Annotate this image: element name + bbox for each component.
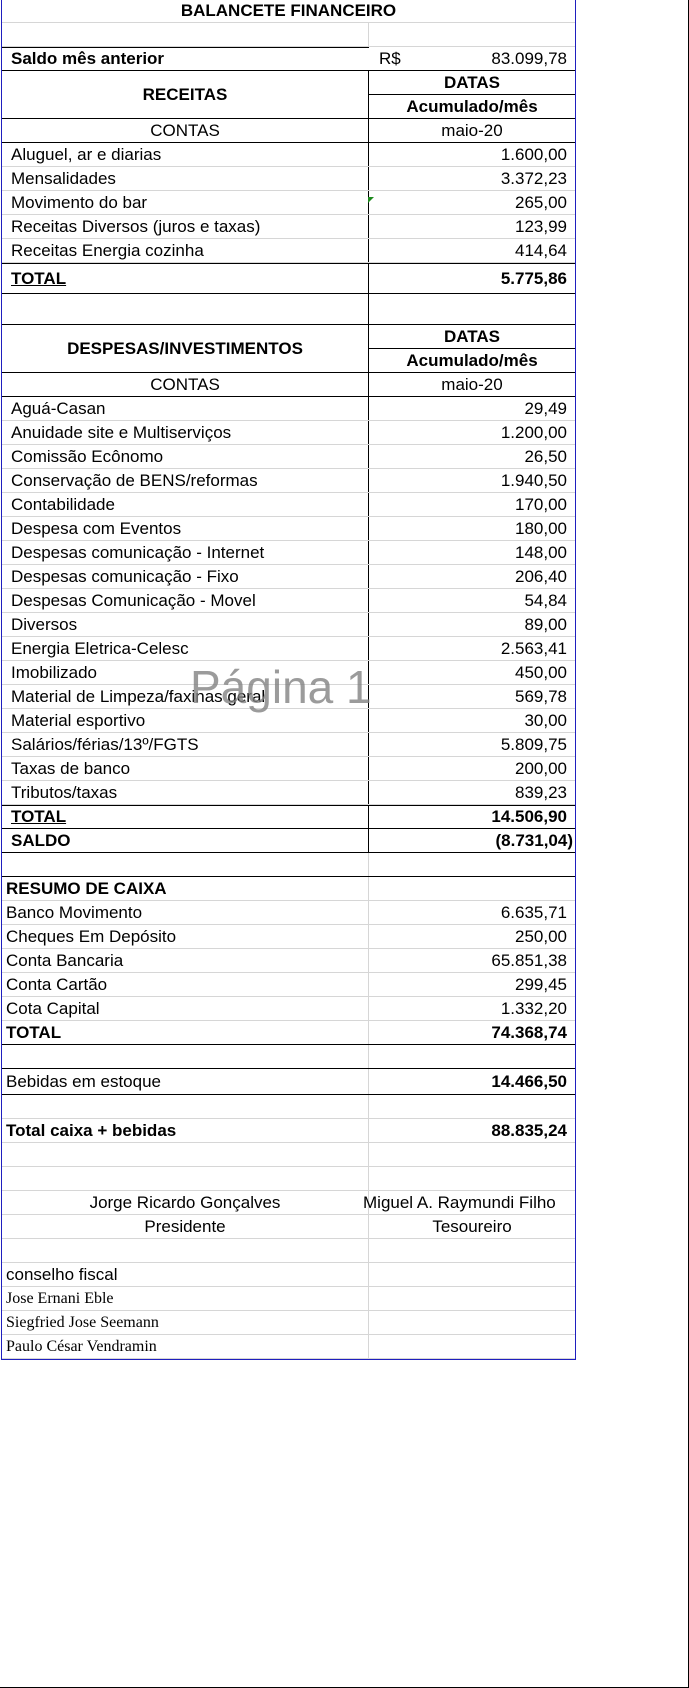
- presidente-name: Jorge Ricardo Gonçalves: [2, 1191, 369, 1214]
- row-label: Anuidade site e Multiserviços: [2, 421, 369, 444]
- row-label: Despesas comunicação - Fixo: [2, 565, 369, 588]
- despesas-list: [2, 397, 575, 805]
- row-value: 3.372,23: [500, 168, 567, 188]
- row-label: Despesas comunicação - Internet: [2, 541, 369, 564]
- tesoureiro-name: Miguel A. Raymundi Filho: [363, 1192, 556, 1212]
- spacer-row: [2, 1045, 575, 1069]
- spacer-row: [2, 23, 575, 47]
- tesoureiro-title: Tesoureiro: [432, 1216, 512, 1236]
- conselho-member: Siegfried Jose Seemann: [2, 1311, 369, 1334]
- table-row: [2, 397, 575, 421]
- balancete-sheet: [1, 0, 576, 1360]
- row-label: Contabilidade: [2, 493, 369, 516]
- table-row: [2, 973, 575, 997]
- receitas-list: [2, 143, 575, 263]
- spacer-row: [2, 294, 575, 325]
- despesas-total-value: 14.506,90: [491, 807, 567, 826]
- signature-names-row: [2, 1191, 575, 1215]
- resumo-total-value: 74.368,74: [491, 1022, 567, 1042]
- row-value: 206,40: [515, 566, 567, 586]
- conselho-list: [2, 1287, 575, 1359]
- row-value: 200,00: [515, 758, 567, 778]
- table-row: [2, 757, 575, 781]
- row-value: 450,00: [515, 662, 567, 682]
- receitas-contas-row: [2, 119, 575, 143]
- table-row: [2, 445, 575, 469]
- row-value: 569,78: [515, 686, 567, 706]
- saldo-row: [2, 829, 575, 853]
- list-item: [2, 1335, 575, 1359]
- row-value: 170,00: [515, 494, 567, 514]
- resumo-heading: RESUMO DE CAIXA: [2, 877, 369, 900]
- total-caixa-value: 88.835,24: [491, 1120, 567, 1140]
- row-label: Aluguel, ar e diarias: [2, 143, 369, 166]
- table-row: [2, 493, 575, 517]
- table-row: [2, 565, 575, 589]
- row-label: Salários/férias/13º/FGTS: [2, 733, 369, 756]
- row-value: 30,00: [524, 710, 567, 730]
- row-label: Cheques Em Depósito: [2, 925, 369, 948]
- table-row: [2, 215, 575, 239]
- row-label: Receitas Energia cozinha: [2, 239, 369, 262]
- list-item: [2, 1311, 575, 1335]
- table-row: [2, 469, 575, 493]
- receitas-heading: RECEITAS: [2, 71, 369, 118]
- row-label: Cota Capital: [2, 997, 369, 1020]
- despesas-contas-label: CONTAS: [2, 373, 369, 396]
- conselho-heading-row: [2, 1263, 575, 1287]
- despesas-acumulado: Acumulado/mês: [406, 350, 538, 370]
- row-value: 148,00: [515, 542, 567, 562]
- row-value: 26,50: [524, 446, 567, 466]
- row-value: 2.563,41: [500, 638, 567, 658]
- row-value: 414,64: [515, 240, 567, 260]
- row-value: 1.600,00: [500, 144, 567, 164]
- row-value: 65.851,38: [491, 950, 567, 970]
- row-label: Receitas Diversos (juros e taxas): [2, 215, 369, 238]
- saldo-anterior-label: Saldo mês anterior: [2, 47, 369, 70]
- row-value: 839,23: [515, 782, 567, 802]
- row-label: Energia Eletrica-Celesc: [2, 637, 369, 660]
- resumo-total-label: TOTAL: [2, 1021, 369, 1044]
- row-label: Banco Movimento: [2, 901, 369, 924]
- table-row: [2, 709, 575, 733]
- spacer-row: [2, 1167, 575, 1191]
- table-row: [2, 661, 575, 685]
- table-row: [2, 191, 575, 215]
- conselho-member: Paulo César Vendramin: [2, 1335, 369, 1358]
- presidente-title: Presidente: [2, 1215, 369, 1238]
- table-row: [2, 781, 575, 805]
- saldo-anterior-value: 83.099,78: [491, 48, 567, 68]
- row-value: 5.809,75: [500, 734, 567, 754]
- row-value: 265,00: [515, 192, 567, 212]
- table-row: [2, 685, 575, 709]
- despesas-total-label: TOTAL: [2, 806, 369, 828]
- row-label: Conservação de BENS/reformas: [2, 469, 369, 492]
- receitas-total-label: TOTAL: [2, 264, 369, 293]
- table-row: [2, 541, 575, 565]
- table-row: [2, 421, 575, 445]
- despesas-mes: maio-20: [441, 374, 503, 394]
- row-label: Conta Cartão: [2, 973, 369, 996]
- row-value: 89,00: [524, 614, 567, 634]
- total-caixa-label: Total caixa + bebidas: [2, 1119, 369, 1142]
- row-label: Tributos/taxas: [2, 781, 369, 804]
- despesas-header: [2, 325, 575, 373]
- sheet-title: BALANCETE FINANCEIRO: [180, 1, 397, 20]
- row-label: Mensalidades: [2, 167, 369, 190]
- row-value: 1.332,20: [500, 998, 567, 1018]
- despesas-heading: DESPESAS/INVESTIMENTOS: [2, 325, 369, 372]
- total-caixa-row: [2, 1119, 575, 1143]
- bebidas-label: Bebidas em estoque: [2, 1069, 369, 1094]
- conselho-member: Jose Ernani Eble: [2, 1287, 369, 1310]
- row-value: 299,45: [515, 974, 567, 994]
- saldo-label: SALDO: [2, 829, 369, 852]
- saldo-value: (8.731,04): [495, 830, 573, 850]
- spacer-row: [2, 853, 575, 877]
- signature-titles-row: [2, 1215, 575, 1239]
- row-value: 250,00: [515, 926, 567, 946]
- resumo-heading-row: [2, 877, 575, 901]
- table-row: [2, 733, 575, 757]
- receitas-total-value: 5.775,86: [500, 268, 567, 288]
- table-row: [2, 613, 575, 637]
- row-label: Despesas Comunicação - Movel: [2, 589, 369, 612]
- spacer-row: [2, 1239, 575, 1263]
- row-label: Taxas de banco: [2, 757, 369, 780]
- resumo-list: [2, 901, 575, 1021]
- currency-label: R$: [379, 48, 401, 68]
- list-item: [2, 1287, 575, 1311]
- receitas-datas: DATAS: [369, 71, 575, 95]
- table-row: [2, 517, 575, 541]
- despesas-total-row: [2, 805, 575, 829]
- row-label: Movimento do bar: [2, 191, 369, 214]
- receitas-contas-label: CONTAS: [2, 119, 369, 142]
- title-row: [2, 0, 575, 23]
- row-value: 1.940,50: [500, 470, 567, 490]
- table-row: [2, 997, 575, 1021]
- resumo-total-row: [2, 1021, 575, 1045]
- row-label: Comissão Ecônomo: [2, 445, 369, 468]
- row-label: Diversos: [2, 613, 369, 636]
- table-row: [2, 143, 575, 167]
- row-label: Conta Bancaria: [2, 949, 369, 972]
- row-value: 54,84: [524, 590, 567, 610]
- table-row: [2, 589, 575, 613]
- despesas-contas-row: [2, 373, 575, 397]
- row-value: 6.635,71: [500, 902, 567, 922]
- receitas-total-row: [2, 263, 575, 294]
- row-label: Imobilizado: [2, 661, 369, 684]
- row-label: Despesa com Eventos: [2, 517, 369, 540]
- table-row: [2, 901, 575, 925]
- table-row: [2, 167, 575, 191]
- row-value: 1.200,00: [500, 422, 567, 442]
- despesas-datas: DATAS: [369, 325, 575, 349]
- spacer-row: [2, 1143, 575, 1167]
- row-value: 180,00: [515, 518, 567, 538]
- receitas-header: [2, 71, 575, 119]
- bebidas-value: 14.466,50: [491, 1071, 567, 1091]
- saldo-anterior-row: [2, 47, 575, 71]
- table-row: [2, 925, 575, 949]
- conselho-heading: conselho fiscal: [2, 1263, 369, 1286]
- cell-comment-marker: [368, 197, 374, 203]
- row-label: Material de Limpeza/faxinas geral: [2, 685, 369, 708]
- table-row: [2, 239, 575, 263]
- row-label: Material esportivo: [2, 709, 369, 732]
- row-label: Aguá-Casan: [2, 397, 369, 420]
- receitas-mes: maio-20: [441, 120, 503, 140]
- row-value: 29,49: [524, 398, 567, 418]
- table-row: [2, 949, 575, 973]
- bebidas-row: [2, 1069, 575, 1095]
- spacer-row: [2, 1095, 575, 1119]
- page-watermark: Página 1: [190, 661, 372, 713]
- receitas-acumulado: Acumulado/mês: [406, 96, 538, 116]
- row-value: 123,99: [515, 216, 567, 236]
- table-row: [2, 637, 575, 661]
